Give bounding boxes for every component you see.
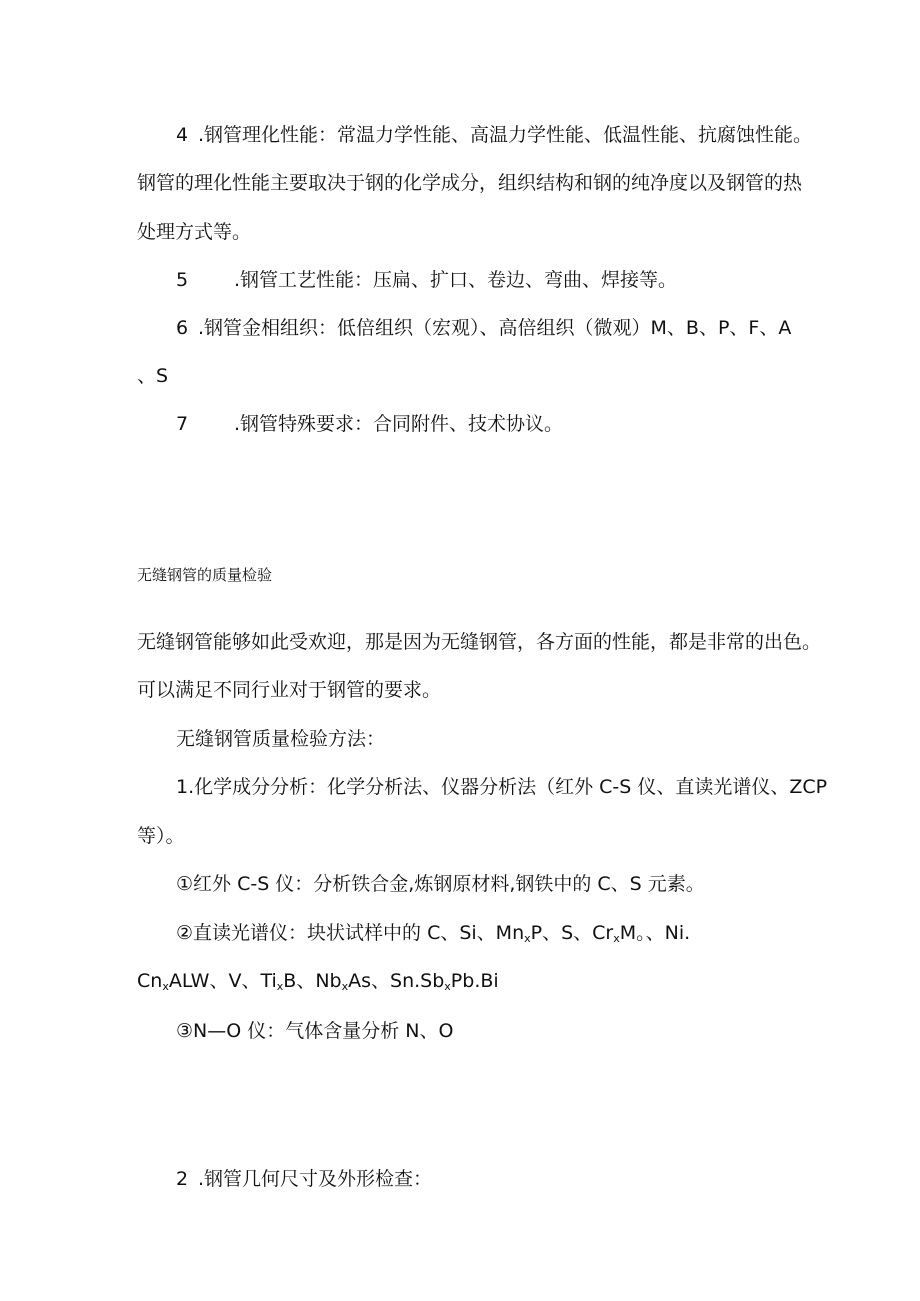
subscript: x <box>444 980 451 993</box>
text-segment: As、Sn.Sb <box>348 970 445 992</box>
item-6-text: .钢管金相组织：低倍组织（宏观）、高倍组织（微观）M、B、P、F、A <box>198 317 792 339</box>
paragraph-line: 钢管的理化性能主要取决于钢的化学成分，组织结构和钢的纯净度以及钢管的热 <box>137 172 803 194</box>
text-segment: B、Nb <box>283 970 342 992</box>
methods-title: 无缝钢管质量检验方法： <box>176 728 386 750</box>
subscript: x <box>162 980 169 993</box>
method-1-continuation: 等）。 <box>137 825 185 847</box>
item-6-number: 6 <box>176 317 189 339</box>
method-1-text: 1.化学成分分析：化学分析法、仪器分析法（红外 C-S 仪、直读光谱仪、ZCP <box>176 776 828 798</box>
item-7-number: 7 <box>176 413 189 435</box>
item-4-text: .钢管理化性能：常温力学性能、高温力学性能、低温性能、抗腐蚀性能。 <box>198 124 813 146</box>
instrument-cs: ①红外 C-S 仪：分析铁合金,炼钢原材料,钢铁中的 C、S 元素。 <box>176 873 705 895</box>
intro-line: 可以满足不同行业对于钢管的要求。 <box>137 679 442 701</box>
subscript: x <box>613 932 620 945</box>
section-heading: 无缝钢管的质量检验 <box>137 566 273 584</box>
text-segment: Pb.Bi <box>450 970 499 992</box>
instrument-no: ③N—O 仪：气体含量分析 N、O <box>176 1020 454 1042</box>
text-segment: ②直读光谱仪：块状试样中的 C、Si、Mn <box>176 922 525 944</box>
item-2-number: 2 <box>176 1168 189 1190</box>
instrument-spectrometer-continuation <box>137 969 499 999</box>
item-2-text: .钢管几何尺寸及外形检查： <box>198 1168 433 1190</box>
subscript: x <box>276 980 284 993</box>
text-segment: P、S、Cr <box>530 922 614 944</box>
subscript: x <box>341 980 349 993</box>
item-6-continuation: 、S <box>137 365 169 387</box>
item-4-number: 4 <box>176 124 189 146</box>
text-segment: ALW、V、Ti <box>168 970 277 992</box>
intro-line: 无缝钢管能够如此受欢迎，那是因为无缝钢管，各方面的性能，都是非常的出色。 <box>137 631 822 653</box>
item-5-text: .钢管工艺性能：压扁、扩口、卷边、弯曲、焊接等。 <box>234 269 678 291</box>
text-segment: M。、Ni. <box>619 922 691 944</box>
paragraph-line: 处理方式等。 <box>137 221 252 243</box>
item-5-number: 5 <box>176 269 189 291</box>
instrument-spectrometer <box>176 921 690 951</box>
subscript: x <box>524 932 531 945</box>
item-7-text: .钢管特殊要求：合同附件、技术协议。 <box>234 413 564 435</box>
text-segment: Cn <box>137 970 163 992</box>
